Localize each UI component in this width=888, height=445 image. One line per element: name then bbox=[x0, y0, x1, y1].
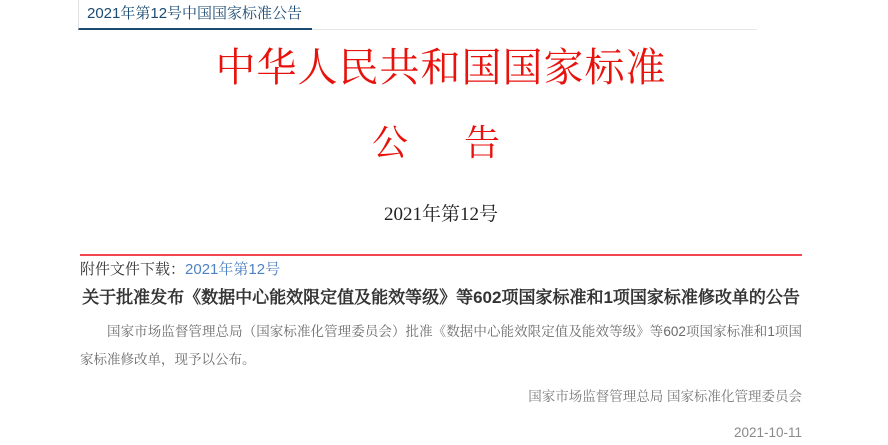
attachment-label: 附件文件下载： bbox=[80, 261, 186, 278]
announcement-heading: 关于批准发布《数据中心能效限定值及能效等级》等602项国家标准和1项国家标准修改单的公告 bbox=[82, 288, 800, 307]
attachment-link[interactable]: 2021年第12号 bbox=[185, 261, 281, 278]
issuer-signature: 国家市场监督管理总局 国家标准化管理委员会 bbox=[528, 389, 802, 404]
tab-bar bbox=[78, 0, 757, 30]
document-area bbox=[0, 43, 888, 443]
announcement-body: 国家市场监督管理总局（国家标准化管理委员会）批准《数据中心能效限定值及能效等级》等602项国家标准和1项国家标准修改单，现予以公布。 bbox=[80, 324, 802, 367]
document-subtitle: 公 告 bbox=[371, 123, 510, 163]
tab-label: 2021年第12号中国国家标准公告 bbox=[87, 5, 303, 22]
document-title: 中华人民共和国国家标准 bbox=[215, 45, 667, 90]
attachment-row bbox=[80, 256, 802, 280]
tab-standard-announcement[interactable] bbox=[78, 0, 312, 30]
publish-date: 2021-10-11 bbox=[733, 425, 802, 440]
issue-number: 2021年第12号 bbox=[383, 204, 498, 225]
